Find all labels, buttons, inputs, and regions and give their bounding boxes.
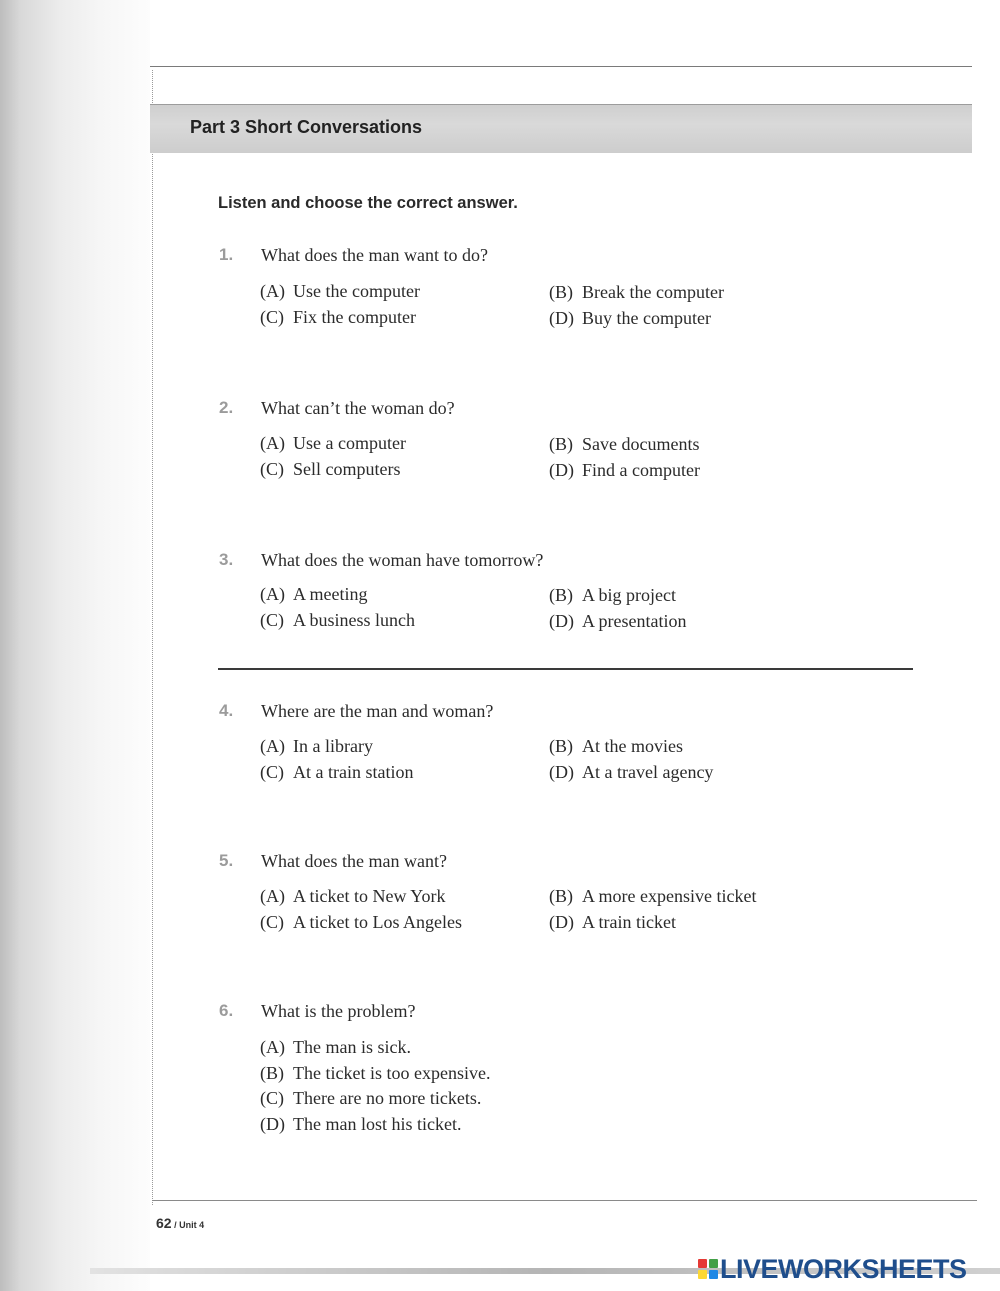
liveworksheets-icon	[698, 1259, 718, 1279]
binding-edge-line	[152, 70, 153, 1205]
question-number: 5.	[219, 851, 234, 870]
option-c[interactable]: (C) A ticket to Los Angeles	[260, 912, 462, 932]
question-number: 4.	[219, 701, 234, 720]
bottom-page-rule	[152, 1200, 977, 1201]
question-text: What does the man want to do?	[261, 245, 488, 265]
option-d[interactable]: (D) At a travel agency	[549, 762, 714, 782]
option-b[interactable]: (B) A big project	[549, 585, 676, 605]
option-d[interactable]: (D) Find a computer	[549, 460, 700, 480]
page-number: 62	[156, 1215, 172, 1231]
option-c[interactable]: (C) Fix the computer	[260, 307, 416, 327]
question-number: 6.	[219, 1001, 234, 1020]
option-a[interactable]: (A) In a library	[260, 736, 373, 756]
question-text: What is the problem?	[261, 1001, 416, 1021]
question-text: What can’t the woman do?	[261, 398, 455, 418]
section-divider	[218, 668, 913, 670]
question-text: What does the woman have tomorrow?	[261, 550, 544, 570]
option-a[interactable]: (A) A ticket to New York	[260, 886, 446, 906]
page-footer	[156, 1215, 204, 1231]
section-title: Part 3 Short Conversations	[190, 117, 423, 137]
option-d[interactable]: (D) Buy the computer	[549, 308, 711, 328]
question-text: Where are the man and woman?	[261, 701, 494, 721]
option-a[interactable]: (A) A meeting	[260, 584, 368, 604]
liveworksheets-wordmark: LIVEWORKSHEETS	[720, 1253, 967, 1284]
option-b[interactable]: (B) At the movies	[549, 736, 683, 756]
option-c[interactable]: (C) There are no more tickets.	[260, 1088, 482, 1108]
option-b[interactable]: (B) Save documents	[549, 434, 700, 454]
option-a[interactable]: (A) Use a computer	[260, 433, 406, 453]
section-header-bar	[150, 104, 972, 153]
instructions: Listen and choose the correct answer.	[218, 194, 518, 212]
option-d[interactable]: (D) The man lost his ticket.	[260, 1114, 462, 1134]
option-a[interactable]: (A) Use the computer	[260, 281, 420, 301]
unit-label: / Unit 4	[171, 1220, 205, 1230]
question-number: 1.	[219, 245, 234, 264]
top-page-rule	[150, 66, 972, 67]
option-b[interactable]: (B) The ticket is too expensive.	[260, 1063, 491, 1083]
option-b[interactable]: (B) Break the computer	[549, 282, 724, 302]
question-number: 3.	[219, 550, 234, 569]
question-number: 2.	[219, 398, 234, 417]
option-b[interactable]: (B) A more expensive ticket	[549, 886, 757, 906]
option-d[interactable]: (D) A train ticket	[549, 912, 676, 932]
option-c[interactable]: (C) Sell computers	[260, 459, 401, 479]
page-binding-shadow	[0, 0, 150, 1291]
option-c[interactable]: (C) At a train station	[260, 762, 414, 782]
option-c[interactable]: (C) A business lunch	[260, 610, 416, 630]
liveworksheets-logo	[698, 1254, 967, 1284]
option-a[interactable]: (A) The man is sick.	[260, 1037, 411, 1057]
question-text: What does the man want?	[261, 851, 447, 871]
option-d[interactable]: (D) A presentation	[549, 611, 687, 631]
